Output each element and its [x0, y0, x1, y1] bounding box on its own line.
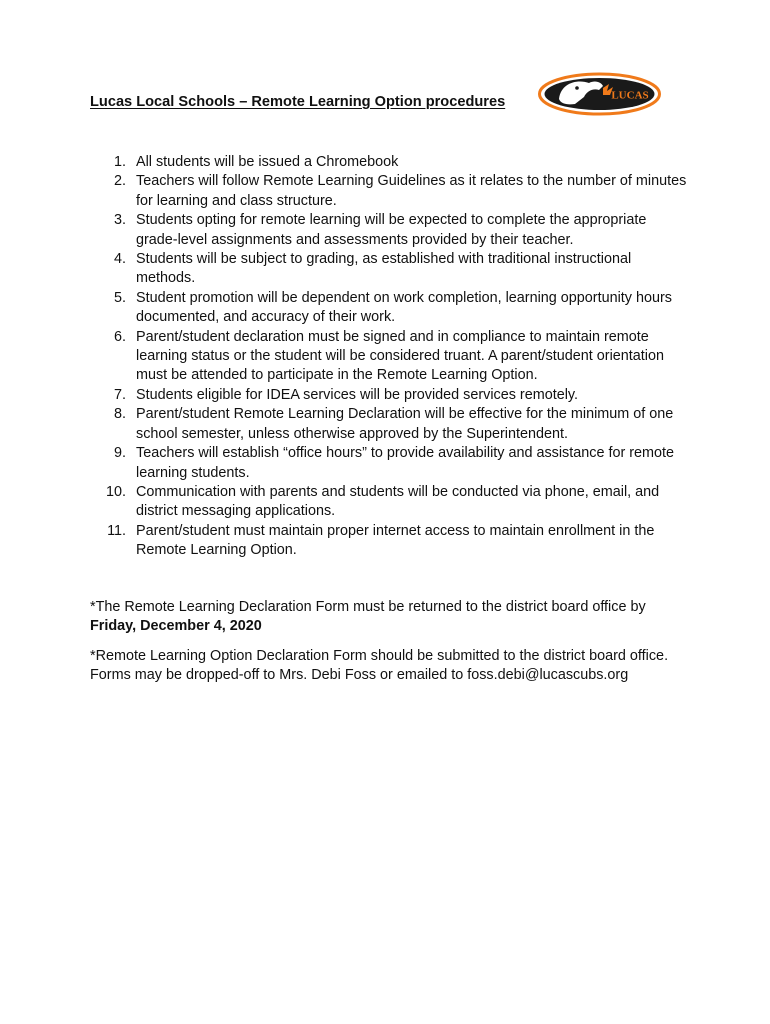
list-item: [90, 405, 690, 444]
list-item-text: Communication with parents and students will be conducted via phone, email, and district messaging applications.: [136, 483, 660, 520]
lucas-cubs-logo: [537, 71, 662, 117]
list-item-number: 3.: [113, 212, 126, 229]
list-item-text: All students will be issued a Chromebook: [136, 154, 399, 170]
list-item-number: 9.: [113, 445, 126, 462]
logo-text: LUCAS: [611, 89, 649, 102]
list-item-text: Teachers will establish “office hours” to provide availability and assistance for remote learning students.: [136, 445, 675, 481]
list-item-text: Students eligible for IDEA services will be provided services remotely.: [136, 386, 579, 403]
list-item: [90, 483, 690, 522]
list-item-text: Parent/student declaration must be signed and in compliance to maintain remote learning status or the student will be considered truant. A parent/student orientation must be attended to participate in the Remote Learning Option.: [136, 328, 664, 384]
list-item-number: 5.: [113, 289, 126, 306]
page-title: Lucas Local Schools – Remote Learning Option procedures: [90, 94, 506, 110]
list-item: [90, 153, 690, 172]
procedures-list: [90, 153, 690, 561]
list-item-text: Parent/student must maintain proper internet access to maintain enrollment in the Remote Learning Option.: [136, 522, 655, 559]
list-item-number: 1.: [113, 154, 126, 170]
list-item: [90, 211, 690, 250]
list-item: [90, 444, 690, 483]
list-item-text: Students will be subject to grading, as established with traditional instructional methods.: [136, 251, 632, 287]
submission-note: *Remote Learning Option Declaration Form should be submitted to the district board office. Forms may be dropped-off to Mrs. Debi Foss or emailed to foss.debi@lucascubs.org: [90, 648, 669, 684]
list-item-number: 2.: [113, 173, 126, 190]
list-item-text: Parent/student Remote Learning Declaration will be effective for the minimum of one school semester, unless otherwise approved by the Superintendent.: [136, 406, 674, 442]
list-item-text: Students opting for remote learning will be expected to complete the appropriate grade-level assignments and assessments provided by their teacher.: [136, 212, 647, 248]
list-item-number: 10.: [105, 483, 126, 500]
list-item-text: Student promotion will be dependent on work completion, learning opportunity hours documented, and accuracy of their work.: [136, 289, 672, 326]
list-item-number: 7.: [113, 386, 126, 403]
list-item: [90, 328, 690, 386]
list-item: [90, 289, 690, 328]
list-item-number: 8.: [113, 406, 126, 423]
list-item-text: Teachers will follow Remote Learning Guidelines as it relates to the number of minutes for learning and class structure.: [136, 173, 687, 209]
list-item: [90, 522, 690, 561]
list-item: [90, 386, 690, 405]
deadline-note: [90, 598, 700, 637]
deadline-date: Friday, December 4, 2020: [90, 618, 262, 635]
deadline-note-text: *The Remote Learning Declaration Form must be returned to the district board office by: [90, 599, 646, 615]
list-item: [90, 172, 690, 211]
list-item-number: 11.: [107, 522, 126, 539]
list-item-number: 6.: [113, 328, 126, 345]
list-item-number: 4.: [113, 251, 126, 268]
list-item: [90, 250, 690, 289]
